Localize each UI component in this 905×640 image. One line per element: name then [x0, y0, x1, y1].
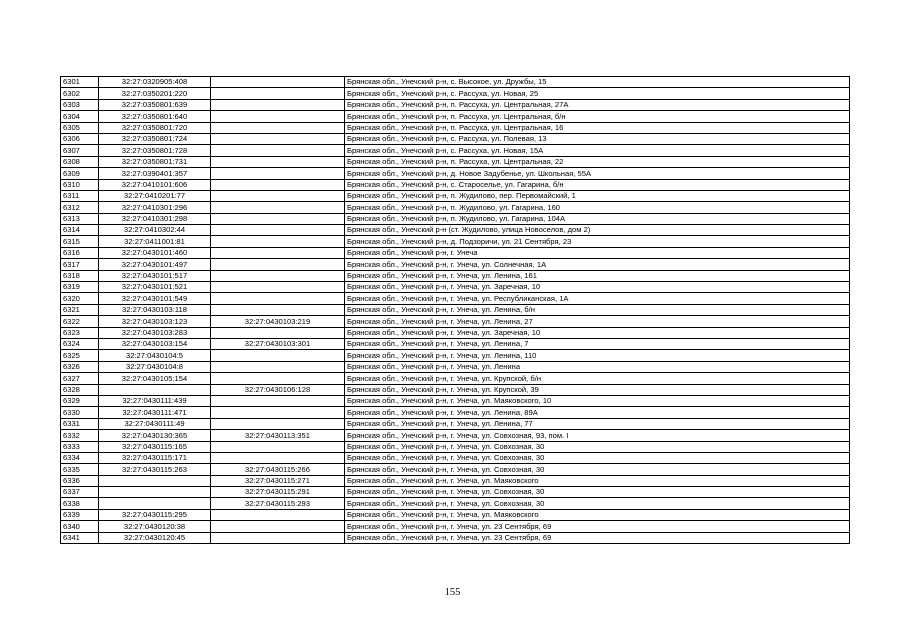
table-row: [61, 225, 850, 236]
related-cadastral-number-cell: 32:27:0430103:301: [211, 338, 345, 349]
row-number-cell: 6322: [61, 316, 99, 327]
address-cell: Брянская обл., Унечский р-н, д. Новое Задубенье, ул. Школьная, 55А: [345, 168, 850, 179]
row-number-cell: 6325: [61, 350, 99, 361]
cadastral-number-cell: 32:27:0430111:471: [99, 407, 211, 418]
cadastral-number-cell: 32:27:0350801:720: [99, 122, 211, 133]
row-number-cell: 6323: [61, 327, 99, 338]
address-cell: Брянская обл., Унечский р-н, с. Рассуха, ул. Новая, 25: [345, 88, 850, 99]
cadastral-number-cell: 32:27:0350801:640: [99, 111, 211, 122]
row-number-cell: 6329: [61, 395, 99, 406]
cadastral-number-cell: 32:27:0410201:77: [99, 190, 211, 201]
table-row: [61, 430, 850, 441]
related-cadastral-number-cell: [211, 236, 345, 247]
table-row: [61, 88, 850, 99]
address-cell: Брянская обл., Унечский р-н (ст. Жудилово, улица Новоселов, дом 2): [345, 225, 850, 236]
table-row: [61, 77, 850, 88]
table-row: [61, 509, 850, 520]
address-cell: Брянская обл., Унечский р-н, г. Унеча, ул. Маяковского: [345, 509, 850, 520]
related-cadastral-number-cell: [211, 327, 345, 338]
table-row: [61, 373, 850, 384]
table-row: [61, 521, 850, 532]
table-row: [61, 247, 850, 258]
row-number-cell: 6306: [61, 133, 99, 144]
cadastral-number-cell: 32:27:0430111:439: [99, 395, 211, 406]
row-number-cell: 6316: [61, 247, 99, 258]
row-number-cell: 6331: [61, 418, 99, 429]
row-number-cell: 6307: [61, 145, 99, 156]
row-number-cell: 6320: [61, 293, 99, 304]
cadastral-number-cell: 32:27:0410101:606: [99, 179, 211, 190]
row-number-cell: 6321: [61, 304, 99, 315]
cadastral-number-cell: 32:27:0350801:724: [99, 133, 211, 144]
row-number-cell: 6312: [61, 202, 99, 213]
related-cadastral-number-cell: [211, 168, 345, 179]
address-cell: Брянская обл., Унечский р-н, г. Унеча, ул. Ленина, 161: [345, 270, 850, 281]
address-cell: Брянская обл., Унечский р-н, г. Унеча, ул. Ленина: [345, 361, 850, 372]
row-number-cell: 6318: [61, 270, 99, 281]
table-row: [61, 293, 850, 304]
row-number-cell: 6336: [61, 475, 99, 486]
table-row: [61, 407, 850, 418]
related-cadastral-number-cell: [211, 247, 345, 258]
cadastral-number-cell: 32:27:0430111:49: [99, 418, 211, 429]
row-number-cell: 6303: [61, 99, 99, 110]
address-cell: Брянская обл., Унечский р-н, г. Унеча, ул. Заречная, 10: [345, 327, 850, 338]
row-number-cell: 6301: [61, 77, 99, 88]
related-cadastral-number-cell: [211, 202, 345, 213]
address-cell: Брянская обл., Унечский р-н, г. Унеча, ул. Ленина, 27: [345, 316, 850, 327]
related-cadastral-number-cell: [211, 99, 345, 110]
cadastral-number-cell: [99, 498, 211, 509]
cadastral-number-cell: 32:27:0430115:171: [99, 452, 211, 463]
cadastral-number-cell: 32:27:0350801:731: [99, 156, 211, 167]
table-row: [61, 532, 850, 543]
row-number-cell: 6305: [61, 122, 99, 133]
address-cell: Брянская обл., Унечский р-н, г. Унеча, ул. Солнечная, 1А: [345, 259, 850, 270]
row-number-cell: 6328: [61, 384, 99, 395]
address-cell: Брянская обл., Унечский р-н, г. Унеча, ул. Совхозная, 30: [345, 441, 850, 452]
table-row: [61, 498, 850, 509]
related-cadastral-number-cell: [211, 373, 345, 384]
related-cadastral-number-cell: [211, 270, 345, 281]
cadastral-number-cell: 32:27:0350801:639: [99, 99, 211, 110]
row-number-cell: 6340: [61, 521, 99, 532]
property-register-table: [60, 76, 850, 544]
cadastral-number-cell: 32:27:0430115:263: [99, 464, 211, 475]
row-number-cell: 6319: [61, 282, 99, 293]
related-cadastral-number-cell: [211, 259, 345, 270]
table-row: [61, 361, 850, 372]
table-row: [61, 122, 850, 133]
cadastral-number-cell: 32:27:0390401:357: [99, 168, 211, 179]
related-cadastral-number-cell: [211, 282, 345, 293]
cadastral-number-cell: 32:27:0430103:283: [99, 327, 211, 338]
row-number-cell: 6341: [61, 532, 99, 543]
related-cadastral-number-cell: [211, 225, 345, 236]
cadastral-number-cell: 32:27:0411001:81: [99, 236, 211, 247]
row-number-cell: 6338: [61, 498, 99, 509]
row-number-cell: 6309: [61, 168, 99, 179]
cadastral-number-cell: 32:27:0430104:5: [99, 350, 211, 361]
address-cell: Брянская обл., Унечский р-н, п. Рассуха, ул. Центральная, 27А: [345, 99, 850, 110]
row-number-cell: 6308: [61, 156, 99, 167]
table-row: [61, 304, 850, 315]
address-cell: Брянская обл., Унечский р-н, г. Унеча, ул. Заречная, 10: [345, 282, 850, 293]
address-cell: Брянская обл., Унечский р-н, г. Унеча, ул. Совхозная, 30: [345, 464, 850, 475]
table-row: [61, 236, 850, 247]
address-cell: Брянская обл., Унечский р-н, г. Унеча, ул. Совхозная, 93, пом. I: [345, 430, 850, 441]
row-number-cell: 6315: [61, 236, 99, 247]
row-number-cell: 6317: [61, 259, 99, 270]
address-cell: Брянская обл., Унечский р-н, с. Староселье, ул. Гагарина, б/н: [345, 179, 850, 190]
address-cell: Брянская обл., Унечский р-н, д. Подзоричи, ул. 21 Сентября, 23: [345, 236, 850, 247]
related-cadastral-number-cell: [211, 395, 345, 406]
row-number-cell: 6332: [61, 430, 99, 441]
address-cell: Брянская обл., Унечский р-н, п. Жудилово, пер. Первомайский, 1: [345, 190, 850, 201]
address-cell: Брянская обл., Унечский р-н, г. Унеча, ул. Ленина, 89А: [345, 407, 850, 418]
related-cadastral-number-cell: [211, 532, 345, 543]
address-cell: Брянская обл., Унечский р-н, г. Унеча, ул. Маяковского, 10: [345, 395, 850, 406]
row-number-cell: 6335: [61, 464, 99, 475]
table-row: [61, 270, 850, 281]
address-cell: Брянская обл., Унечский р-н, г. Унеча, ул. Ленина, 7: [345, 338, 850, 349]
cadastral-number-cell: 32:27:0350801:728: [99, 145, 211, 156]
row-number-cell: 6302: [61, 88, 99, 99]
cadastral-number-cell: 32:27:0410301:296: [99, 202, 211, 213]
table-row: [61, 156, 850, 167]
table-row: [61, 168, 850, 179]
address-cell: Брянская обл., Унечский р-н, п. Рассуха, ул. Центральная, б/н: [345, 111, 850, 122]
address-cell: Брянская обл., Унечский р-н, г. Унеча, ул. Совхозная, 30: [345, 498, 850, 509]
cadastral-number-cell: 32:27:0430103:154: [99, 338, 211, 349]
cadastral-number-cell: 32:27:0430115:295: [99, 509, 211, 520]
cadastral-number-cell: 32:27:0430103:118: [99, 304, 211, 315]
cadastral-number-cell: 32:27:0410301:298: [99, 213, 211, 224]
cadastral-number-cell: [99, 487, 211, 498]
cadastral-number-cell: 32:27:0410302:44: [99, 225, 211, 236]
related-cadastral-number-cell: [211, 213, 345, 224]
related-cadastral-number-cell: [211, 190, 345, 201]
related-cadastral-number-cell: [211, 452, 345, 463]
table-row: [61, 395, 850, 406]
table-row: [61, 441, 850, 452]
related-cadastral-number-cell: [211, 361, 345, 372]
table-row: [61, 464, 850, 475]
address-cell: Брянская обл., Унечский р-н, п. Рассуха, ул. Центральная, 16: [345, 122, 850, 133]
table-row: [61, 190, 850, 201]
related-cadastral-number-cell: [211, 88, 345, 99]
table-row: [61, 179, 850, 190]
cadastral-number-cell: 32:27:0430130:365: [99, 430, 211, 441]
related-cadastral-number-cell: [211, 441, 345, 452]
cadastral-number-cell: 32:27:0430101:460: [99, 247, 211, 258]
related-cadastral-number-cell: 32:27:0430115:271: [211, 475, 345, 486]
related-cadastral-number-cell: [211, 122, 345, 133]
address-cell: Брянская обл., Унечский р-н, г. Унеча, ул. Республиканская, 1А: [345, 293, 850, 304]
row-number-cell: 6326: [61, 361, 99, 372]
related-cadastral-number-cell: [211, 304, 345, 315]
table-row: [61, 384, 850, 395]
cadastral-number-cell: 32:27:0320905:408: [99, 77, 211, 88]
table-row: [61, 475, 850, 486]
address-cell: Брянская обл., Унечский р-н, г. Унеча, ул. Совхозная, 30: [345, 452, 850, 463]
cadastral-number-cell: 32:27:0430120:38: [99, 521, 211, 532]
table-row: [61, 282, 850, 293]
address-cell: Брянская обл., Унечский р-н, с. Рассуха, ул. Полевая, 13: [345, 133, 850, 144]
cadastral-number-cell: 32:27:0430101:521: [99, 282, 211, 293]
related-cadastral-number-cell: [211, 509, 345, 520]
row-number-cell: 6333: [61, 441, 99, 452]
related-cadastral-number-cell: [211, 145, 345, 156]
cadastral-number-cell: 32:27:0430103:123: [99, 316, 211, 327]
related-cadastral-number-cell: [211, 133, 345, 144]
related-cadastral-number-cell: 32:27:0430103:219: [211, 316, 345, 327]
related-cadastral-number-cell: 32:27:0430115:293: [211, 498, 345, 509]
cadastral-number-cell: 32:27:0430115:165: [99, 441, 211, 452]
related-cadastral-number-cell: [211, 77, 345, 88]
table-row: [61, 259, 850, 270]
related-cadastral-number-cell: [211, 350, 345, 361]
row-number-cell: 6324: [61, 338, 99, 349]
row-number-cell: 6304: [61, 111, 99, 122]
address-cell: Брянская обл., Унечский р-н, г. Унеча, ул. Крупской, б/н: [345, 373, 850, 384]
cadastral-number-cell: [99, 384, 211, 395]
table-row: [61, 133, 850, 144]
row-number-cell: 6310: [61, 179, 99, 190]
address-cell: Брянская обл., Унечский р-н, п. Рассуха, ул. Центральная, 22: [345, 156, 850, 167]
address-cell: Брянская обл., Унечский р-н, г. Унеча, ул. Ленина, б/н: [345, 304, 850, 315]
related-cadastral-number-cell: [211, 111, 345, 122]
table-row: [61, 350, 850, 361]
related-cadastral-number-cell: 32:27:0430106:128: [211, 384, 345, 395]
row-number-cell: 6313: [61, 213, 99, 224]
address-cell: Брянская обл., Унечский р-н, г. Унеча, ул. Совхозная, 30: [345, 487, 850, 498]
cadastral-number-cell: 32:27:0430101:517: [99, 270, 211, 281]
related-cadastral-number-cell: [211, 293, 345, 304]
table-row: [61, 99, 850, 110]
address-cell: Брянская обл., Унечский р-н, г. Унеча, ул. Крупской, 39: [345, 384, 850, 395]
related-cadastral-number-cell: [211, 156, 345, 167]
cadastral-number-cell: 32:27:0430104:8: [99, 361, 211, 372]
row-number-cell: 6337: [61, 487, 99, 498]
table-row: [61, 316, 850, 327]
table-row: [61, 487, 850, 498]
related-cadastral-number-cell: 32:27:0430115:266: [211, 464, 345, 475]
address-cell: Брянская обл., Унечский р-н, г. Унеча: [345, 247, 850, 258]
page-number: 155: [444, 587, 461, 598]
row-number-cell: 6330: [61, 407, 99, 418]
table-row: [61, 111, 850, 122]
cadastral-number-cell: 32:27:0430101:497: [99, 259, 211, 270]
row-number-cell: 6314: [61, 225, 99, 236]
address-cell: Брянская обл., Унечский р-н, п. Жудилово, ул. Гагарина, 104А: [345, 213, 850, 224]
address-cell: Брянская обл., Унечский р-н, г. Унеча, ул. 23 Сентября, 69: [345, 532, 850, 543]
table-row: [61, 452, 850, 463]
cadastral-number-cell: 32:27:0430101:549: [99, 293, 211, 304]
address-cell: Брянская обл., Унечский р-н, с. Рассуха, ул. Новая, 15А: [345, 145, 850, 156]
cadastral-number-cell: [99, 475, 211, 486]
address-cell: Брянская обл., Унечский р-н, п. Жудилово, ул. Гагарина, 160: [345, 202, 850, 213]
table-row: [61, 327, 850, 338]
row-number-cell: 6334: [61, 452, 99, 463]
cadastral-number-cell: 32:27:0430120:45: [99, 532, 211, 543]
address-cell: Брянская обл., Унечский р-н, г. Унеча, ул. 23 Сентября, 69: [345, 521, 850, 532]
row-number-cell: 6339: [61, 509, 99, 520]
table-row: [61, 338, 850, 349]
related-cadastral-number-cell: 32:27:0430113:351: [211, 430, 345, 441]
table-row: [61, 145, 850, 156]
related-cadastral-number-cell: [211, 407, 345, 418]
table-row: [61, 418, 850, 429]
cadastral-number-cell: 32:27:0350201:220: [99, 88, 211, 99]
address-cell: Брянская обл., Унечский р-н, с. Высокое, ул. Дружбы, 15: [345, 77, 850, 88]
address-cell: Брянская обл., Унечский р-н, г. Унеча, ул. Ленина, 110: [345, 350, 850, 361]
address-cell: Брянская обл., Унечский р-н, г. Унеча, ул. Маяковского: [345, 475, 850, 486]
related-cadastral-number-cell: [211, 179, 345, 190]
table-row: [61, 213, 850, 224]
register-table-body: [61, 77, 850, 544]
related-cadastral-number-cell: [211, 418, 345, 429]
row-number-cell: 6311: [61, 190, 99, 201]
related-cadastral-number-cell: 32:27:0430115:291: [211, 487, 345, 498]
table-row: [61, 202, 850, 213]
address-cell: Брянская обл., Унечский р-н, г. Унеча, ул. Ленина, 77: [345, 418, 850, 429]
related-cadastral-number-cell: [211, 521, 345, 532]
cadastral-number-cell: 32:27:0430105:154: [99, 373, 211, 384]
row-number-cell: 6327: [61, 373, 99, 384]
